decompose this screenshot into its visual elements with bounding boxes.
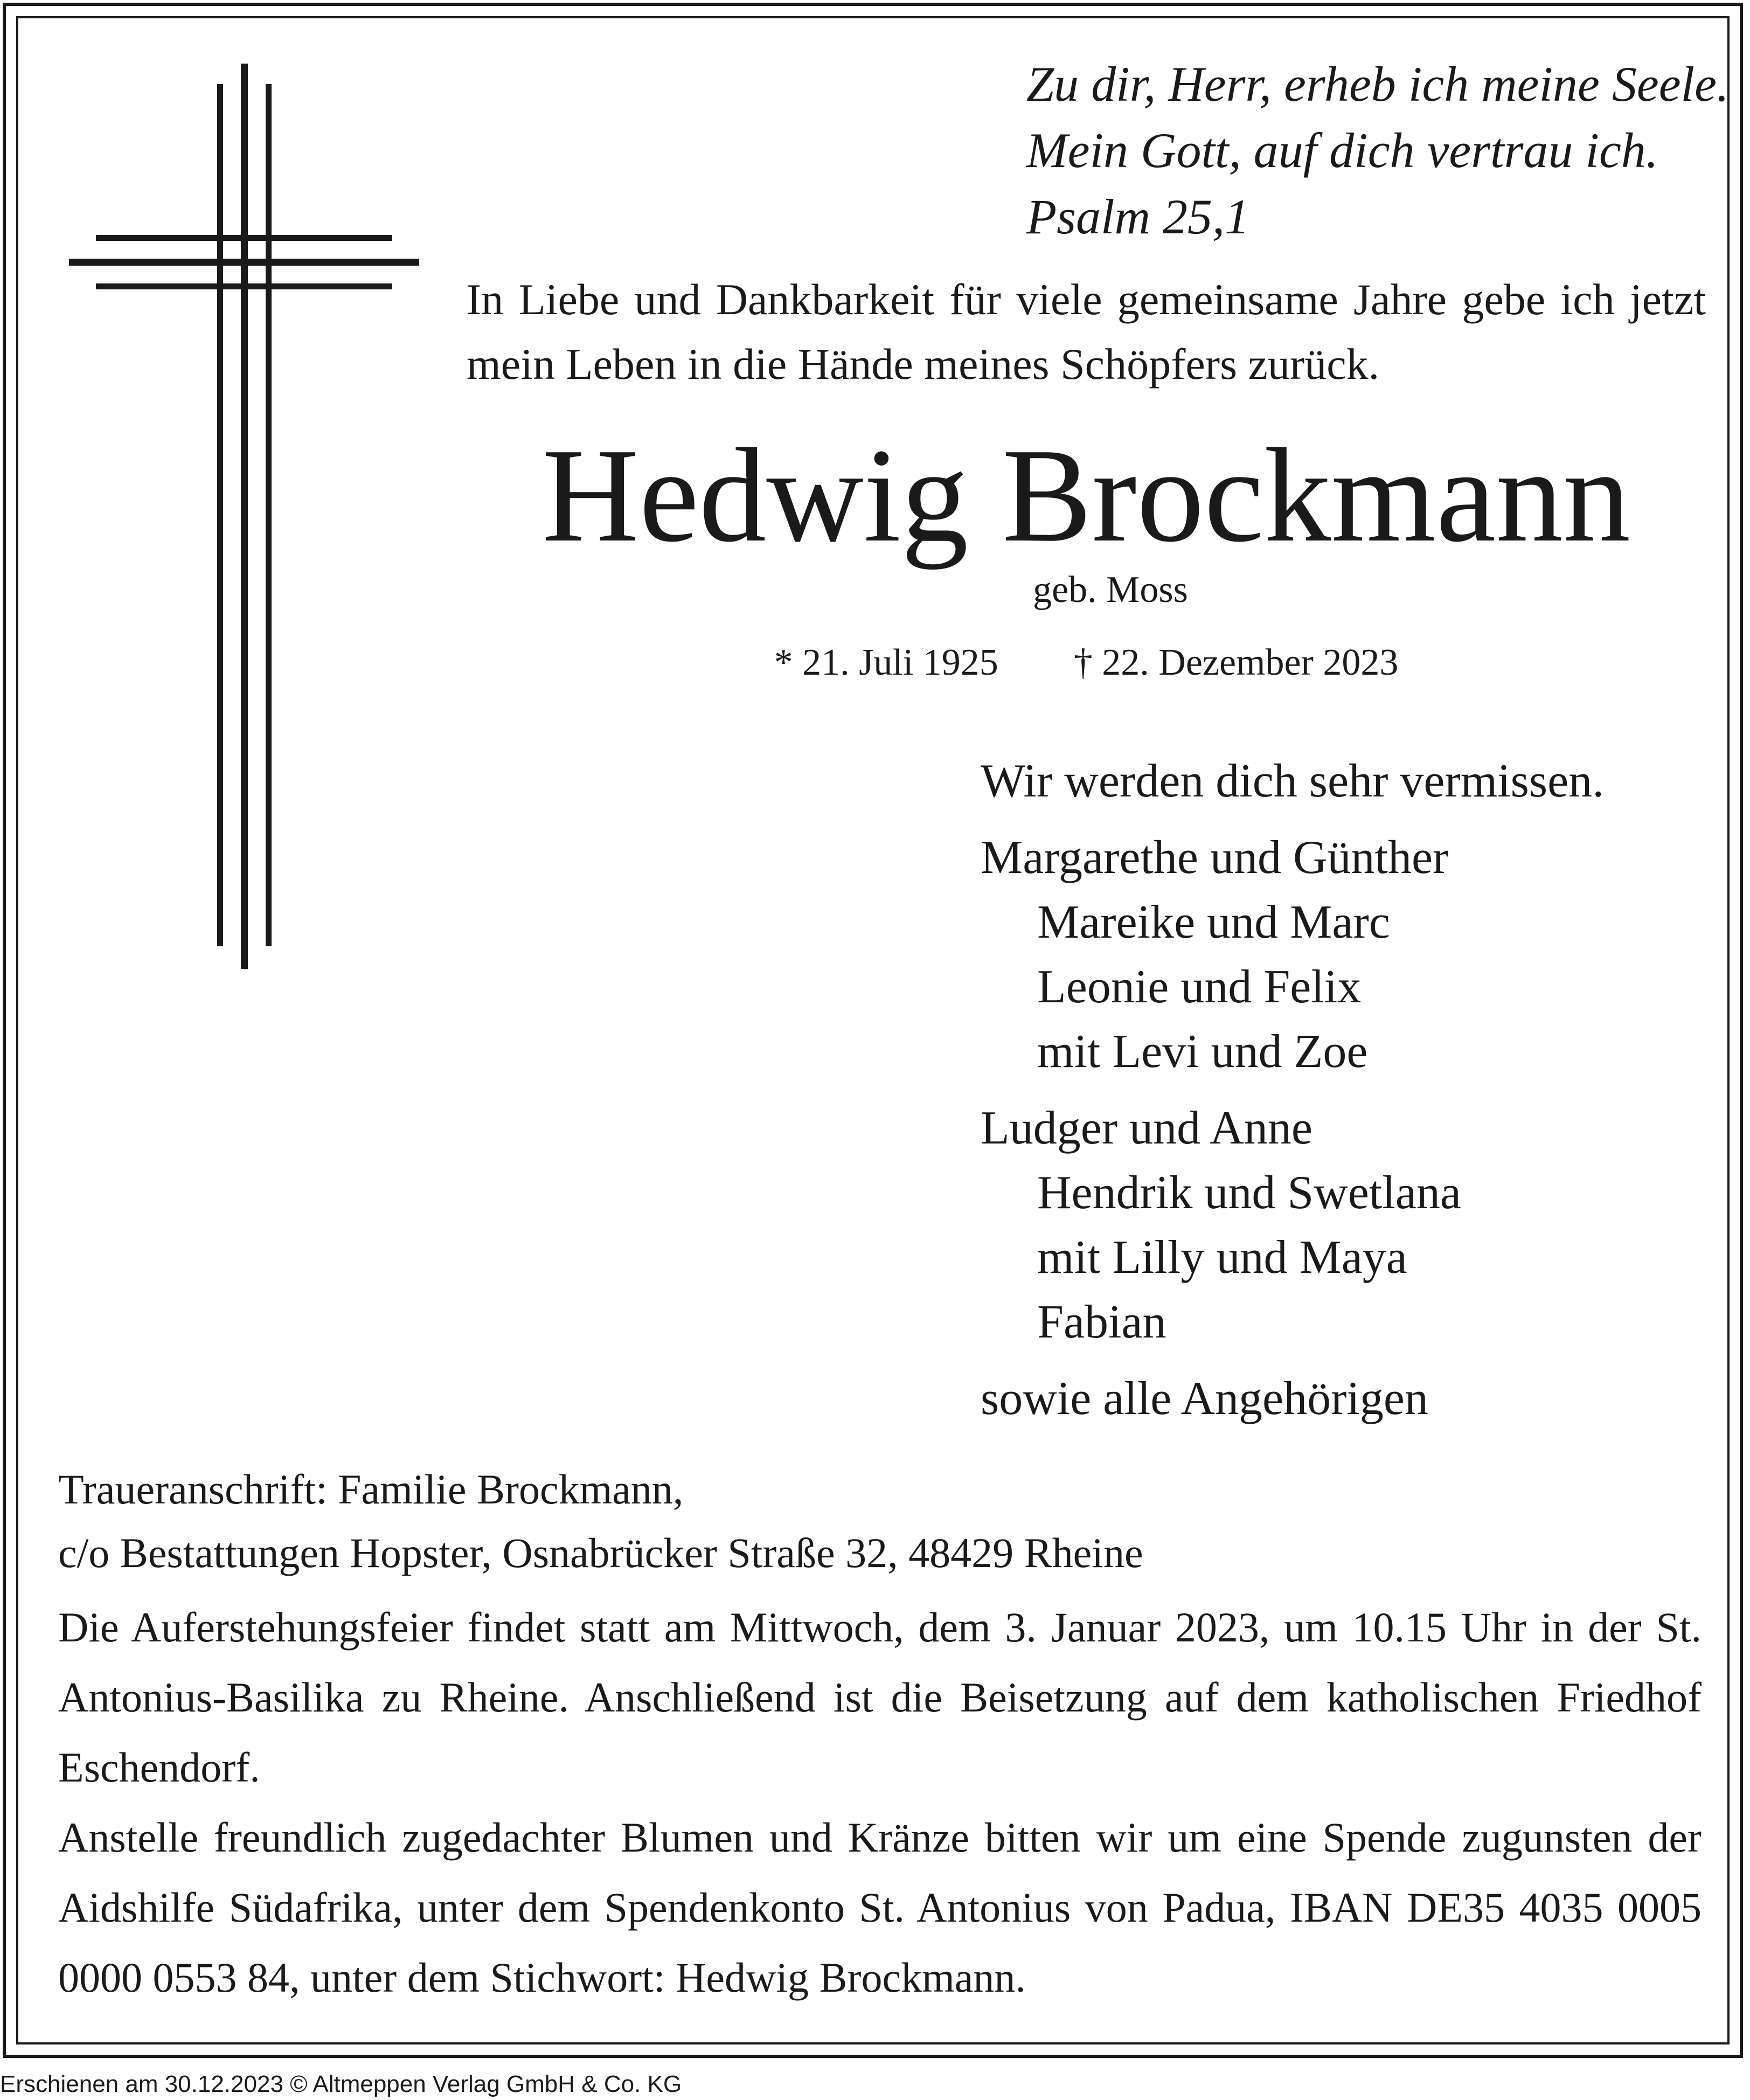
birth-date: * 21. Juli 1925 [774,642,998,683]
family-head: Margarethe und Günther [981,831,1449,884]
psalm-line: Zu dir, Herr, erheb ich meine Seele. [1026,57,1729,112]
donation-paragraph: Anstelle freundlich zugedachter Blumen und Kränze bitten wir um eine Spende zugunsten der Aidshilfe Südafrika, unter dem Spendenkonto St. Antonius von Padua, IBAN DE35 4035 0005 0000 0553 84, unter dem Stichwort: Hedwig Brockmann. [58,1814,1702,2001]
psalm-quote [1026,51,1727,250]
address-line: Traueranschrift: Familie Brockmann, [58,1466,684,1513]
farewell-line: Wir werden dich sehr vermissen. [981,755,1605,807]
intro-text: In Liebe und Dankbarkeit für viele gemeinsame Jahre gebe ich jetzt mein Leben in die Hände meines Schöpfers zurück. [467,275,1706,389]
family-member: mit Lilly und Maya [1037,1231,1407,1284]
deceased-name: Hedwig Brockmann [541,421,1631,570]
family-member: Mareike und Marc [1037,896,1390,948]
mourning-address [58,1458,1675,1585]
psalm-line: Mein Gott, auf dich vertrau ich. [1026,123,1658,178]
family-closing: sowie alle Angehörigen [981,1373,1428,1425]
maiden-name: geb. Moss [1033,569,1188,611]
family-head: Ludger und Anne [981,1102,1313,1154]
family-member: Hendrik und Swetlana [1037,1167,1461,1219]
publication-footer: Erschienen am 30.12.2023 © Altmeppen Verlag GmbH & Co. KG [0,2071,682,2097]
family-member: Leonie und Felix [1037,961,1362,1013]
family-list [981,749,1724,1431]
family-member: mit Levi und Zoe [1037,1025,1368,1078]
cross-icon [69,64,419,969]
family-member: Fabian [1037,1296,1166,1348]
address-line: c/o Bestattungen Hopster, Osnabrücker Straße 32, 48429 Rheine [58,1529,1143,1576]
ceremony-paragraph: Die Auferstehungsfeier findet statt am Mittwoch, dem 3. Januar 2023, um 10.15 Uhr in der St. Antonius-Basilika zu Rheine. Anschließend ist die Beisetzung auf dem katholischen Friedhof Eschendorf. [58,1604,1702,1791]
ceremony-info [58,1592,1702,2013]
psalm-reference: Psalm 25,1 [1026,189,1249,244]
death-date: † 22. Dezember 2023 [1073,642,1399,683]
life-dates [467,639,1706,687]
